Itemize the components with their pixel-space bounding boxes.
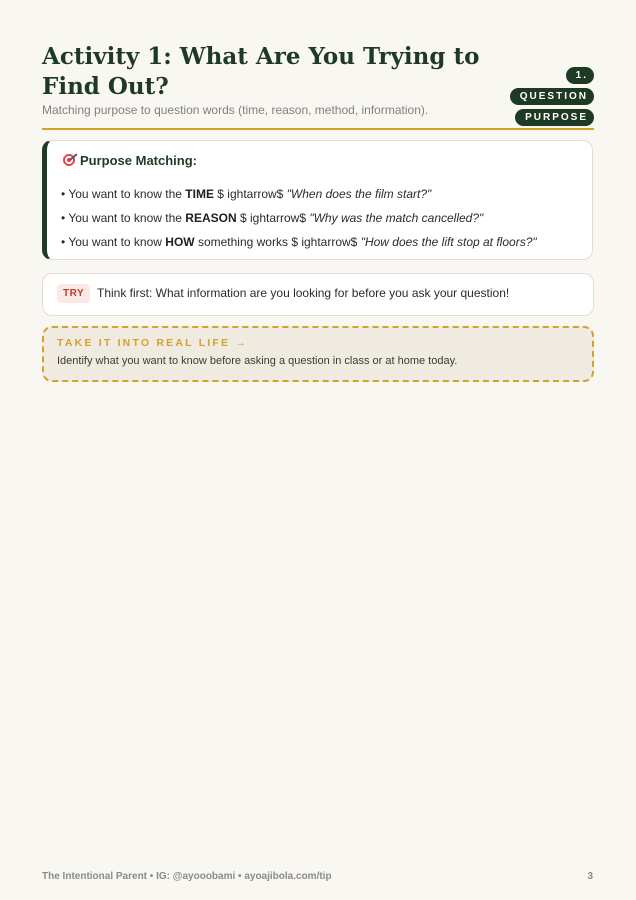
footer-credits: The Intentional Parent • IG: @ayooobami • ayoajibola.com/tip — [42, 871, 332, 882]
item-arrow: $ ightarrow$ — [287, 235, 361, 249]
item-prefix: • You want to know the — [61, 187, 186, 201]
page — [42, 0, 594, 900]
purpose-matching-title: Purpose Matching: — [80, 153, 198, 168]
section-badge — [502, 64, 594, 127]
try-text: Think first: What information are you looking for before you ask your question! — [97, 286, 510, 300]
item-keyword: TIME — [185, 187, 214, 201]
page-title: Activity 1: What Are You Trying to Find Out? — [42, 43, 480, 100]
list-item — [61, 182, 537, 206]
purpose-list — [61, 182, 537, 254]
page-subtitle: Matching purpose to question words (time, reason, method, information). — [42, 103, 429, 117]
item-arrow: $ ightarrow$ — [236, 211, 310, 225]
purpose-matching-card — [42, 140, 593, 260]
item-prefix: • You want to know — [61, 235, 166, 249]
try-card — [42, 273, 594, 316]
item-keyword: REASON — [185, 211, 237, 225]
real-life-text: Identify what you want to know before asking a question in class or at home today. — [57, 355, 458, 367]
item-prefix: • You want to know the — [61, 211, 186, 225]
item-arrow: $ ightarrow$ — [213, 187, 287, 201]
target-icon — [62, 153, 76, 167]
real-life-title: TAKE IT INTO REAL LIFE → — [57, 337, 249, 349]
try-badge: TRY — [57, 284, 90, 303]
item-keyword: HOW — [165, 235, 195, 249]
list-item — [61, 206, 537, 230]
item-example: "How does the lift stop at floors?" — [360, 235, 537, 249]
page-header — [42, 40, 594, 130]
item-example: "When does the film start?" — [286, 187, 432, 201]
list-item — [61, 230, 537, 254]
purpose-matching-heading — [62, 153, 197, 168]
item-example: "Why was the match cancelled?" — [309, 211, 484, 225]
item-middle: something works — [194, 235, 288, 249]
real-life-card — [42, 326, 594, 382]
page-number: 3 — [587, 871, 593, 882]
section-badge-label: 1. QUESTION PURPOSE — [510, 67, 594, 126]
